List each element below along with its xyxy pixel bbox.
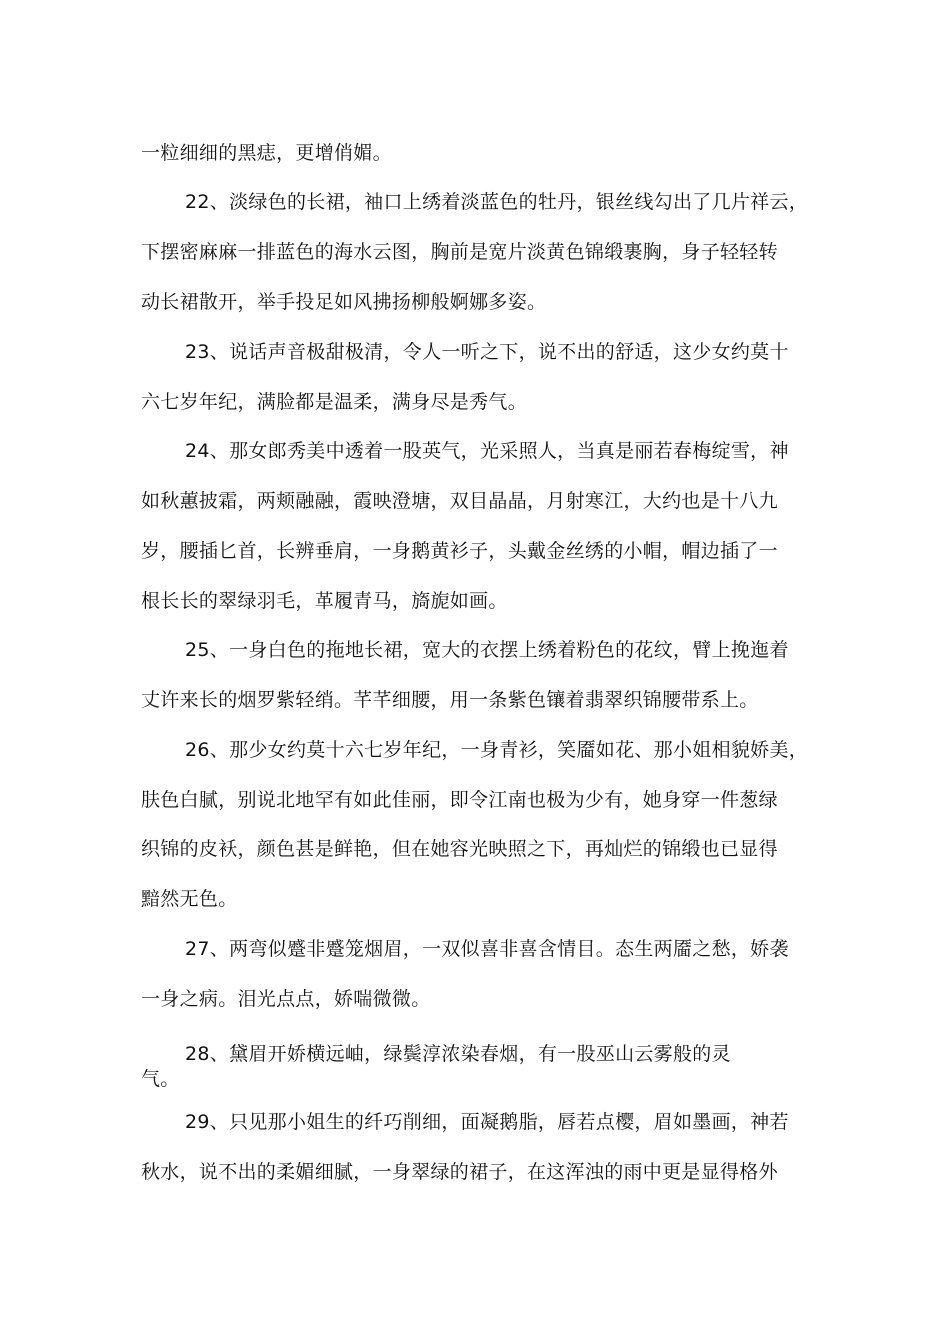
paragraph-29-line-2: 秋水，说不出的柔媚细腻，一身翠绿的裙子，在这浑浊的雨中更是显得格外: [141, 1161, 778, 1183]
paragraph-26-line-1: 26、那少女约莫十六七岁年纪，一身青衫，笑靥如花、那小姐相貌娇美，: [185, 739, 809, 761]
text-line: 一粒细细的黑痣，更增俏媚。: [141, 142, 392, 164]
paragraph-24-line-4: 根长长的翠绿羽毛，革履青马，旖旎如画。: [141, 590, 508, 612]
paragraph-27-line-1: 27、两弯似蹙非蹙笼烟眉，一双似喜非喜含情目。态生两靥之愁，娇袭: [185, 938, 789, 960]
paragraph-28-line-1: 28、黛眉开娇横远岫，绿鬓淳浓染春烟，有一股巫山云雾般的灵: [185, 1043, 731, 1065]
paragraph-24-line-2: 如秋蕙披霜，两颊融融，霞映澄塘，双目晶晶，月射寒江，大约也是十八九: [141, 490, 778, 512]
paragraph-26-line-2: 肤色白腻，别说北地罕有如此佳丽，即令江南也极为少有，她身穿一件葱绿: [141, 789, 778, 811]
paragraph-26-line-3: 织锦的皮袄，颜色甚是鲜艳，但在她容光映照之下，再灿烂的锦缎也已显得: [141, 838, 778, 860]
paragraph-24-line-1: 24、那女郎秀美中透着一股英气，光采照人，当真是丽若春梅绽雪，神: [185, 440, 789, 462]
paragraph-22-line-2: 下摆密麻麻一排蓝色的海水云图，胸前是宽片淡黄色锦缎裹胸，身子轻轻转: [141, 241, 778, 263]
paragraph-25-line-2: 丈许来长的烟罗紫轻绡。芊芊细腰，用一条紫色镶着翡翠织锦腰带系上。: [141, 689, 759, 711]
paragraph-22-line-3: 动长裙散开，举手投足如风拂扬柳般婀娜多姿。: [141, 291, 547, 313]
paragraph-26-line-4: 黯然无色。: [141, 888, 238, 910]
paragraph-27-line-2: 一身之病。泪光点点，娇喘微微。: [141, 988, 431, 1010]
paragraph-28-line-2: 气。: [141, 1068, 180, 1090]
paragraph-24-line-3: 岁，腰插匕首，长辨垂肩，一身鹅黄衫子，头戴金丝绣的小帽，帽边插了一: [141, 540, 778, 562]
paragraph-23-line-1: 23、说话声音极甜极清，令人一听之下，说不出的舒适，这少女约莫十: [185, 341, 789, 363]
paragraph-29-line-1: 29、只见那小姐生的纤巧削细，面凝鹅脂，唇若点樱，眉如墨画，神若: [185, 1111, 789, 1133]
paragraph-25-line-1: 25、一身白色的拖地长裙，宽大的衣摆上绣着粉色的花纹，臂上挽迤着: [185, 639, 789, 661]
paragraph-23-line-2: 六七岁年纪，满脸都是温柔，满身尽是秀气。: [141, 391, 528, 413]
paragraph-22-line-1: 22、淡绿色的长裙，袖口上绣着淡蓝色的牡丹，银丝线勾出了几片祥云，: [185, 191, 809, 213]
